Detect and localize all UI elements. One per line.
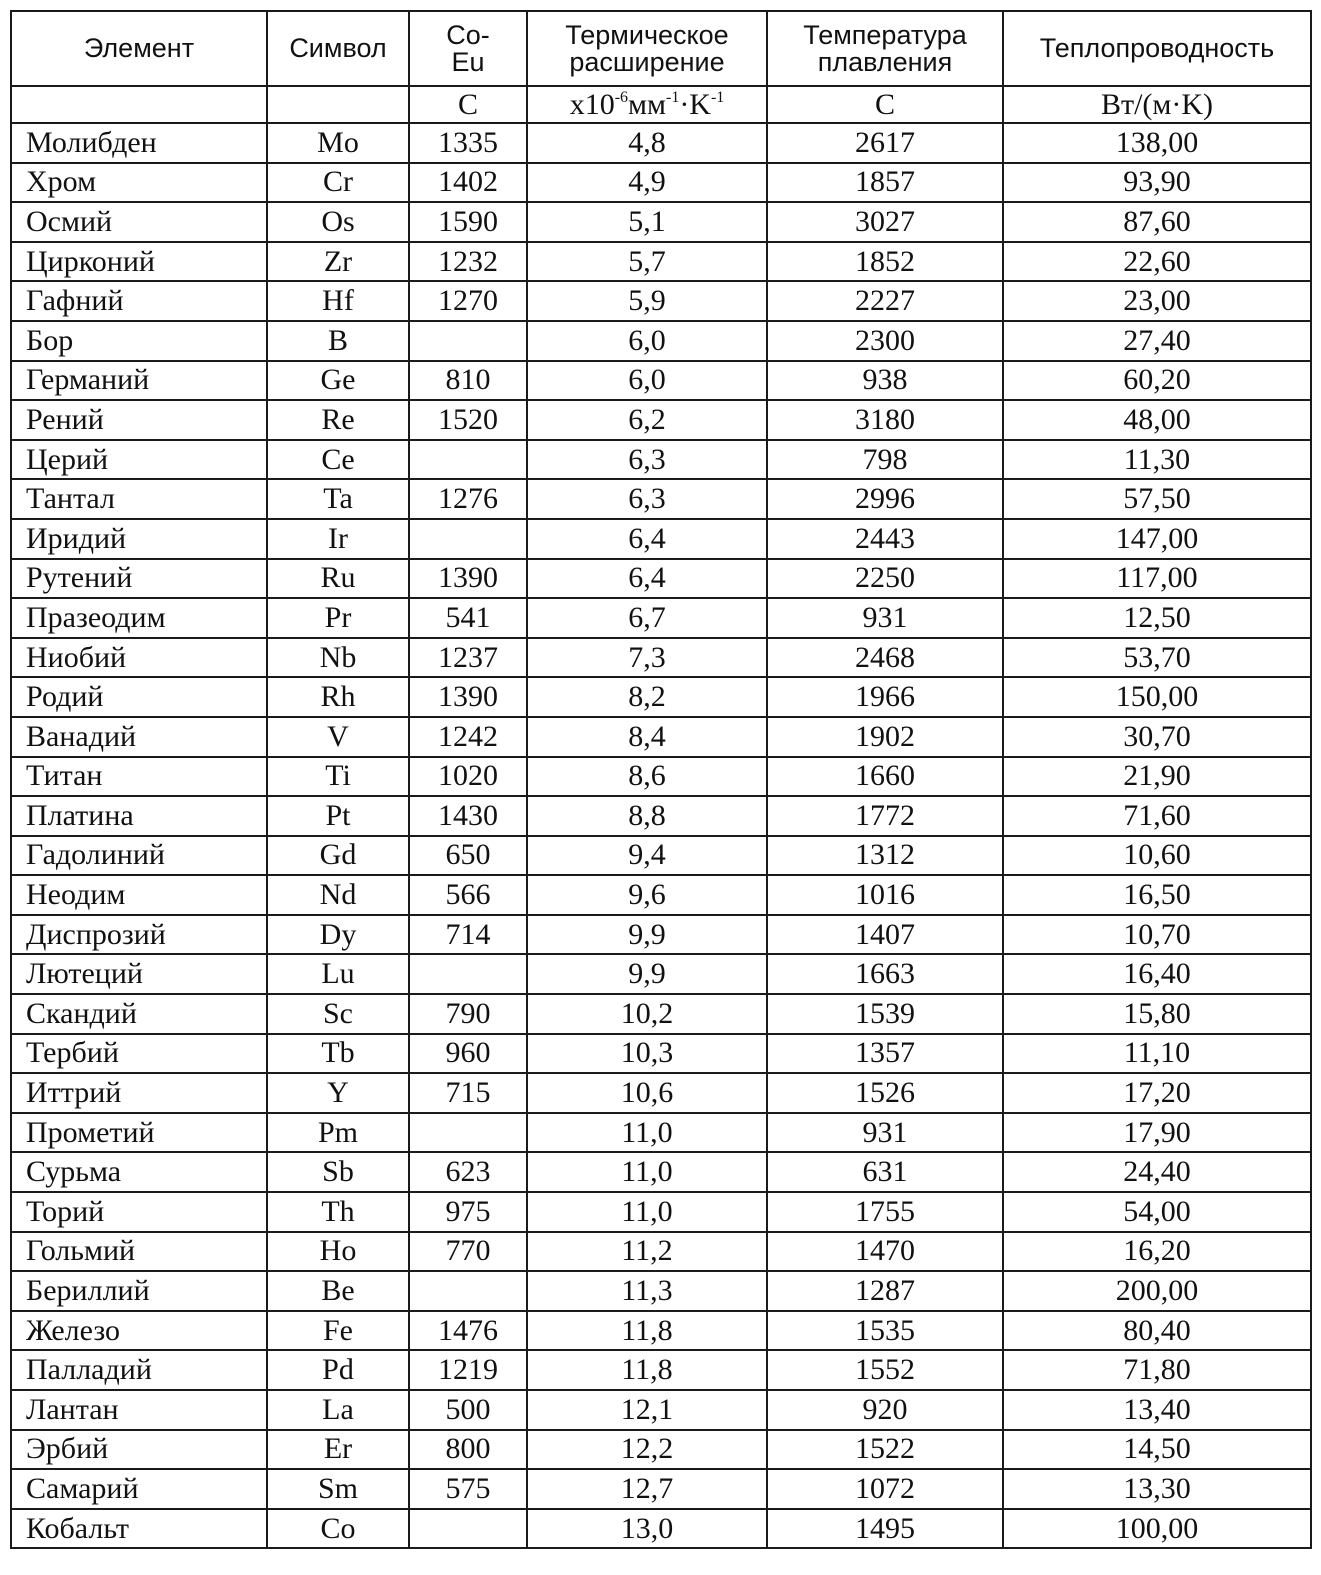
unit-te-exp1: -6: [614, 88, 629, 106]
unit-te-base: x10: [569, 87, 615, 121]
cell-symbol: Zr: [267, 242, 409, 282]
cell-melting-temp: 1357: [767, 1034, 1003, 1074]
unit-melting-temp: C: [767, 86, 1003, 123]
cell-thermal-expansion: 8,6: [527, 757, 767, 797]
cell-co-eu: [409, 1509, 527, 1549]
cell-melting-temp: 938: [767, 361, 1003, 401]
cell-element-name: Железо: [11, 1311, 267, 1351]
cell-thermal-conductivity: 54,00: [1003, 1192, 1311, 1232]
cell-thermal-conductivity: 14,50: [1003, 1430, 1311, 1470]
cell-element-name: Церий: [11, 440, 267, 480]
table-row: [11, 281, 1311, 321]
cell-melting-temp: 2250: [767, 559, 1003, 599]
cell-element-name: Германий: [11, 361, 267, 401]
cell-symbol: Cr: [267, 163, 409, 203]
table-row: [11, 479, 1311, 519]
cell-symbol: Rh: [267, 677, 409, 717]
cell-thermal-conductivity: 150,00: [1003, 677, 1311, 717]
cell-thermal-expansion: 9,9: [527, 954, 767, 994]
cell-co-eu: 1242: [409, 717, 527, 757]
cell-element-name: Гольмий: [11, 1232, 267, 1272]
cell-thermal-expansion: 10,6: [527, 1073, 767, 1113]
cell-melting-temp: 1470: [767, 1232, 1003, 1272]
table-row: [11, 1469, 1311, 1509]
cell-melting-temp: 1016: [767, 875, 1003, 915]
cell-symbol: Nd: [267, 875, 409, 915]
cell-element-name: Неодим: [11, 875, 267, 915]
cell-element-name: Празеодим: [11, 598, 267, 638]
cell-symbol: B: [267, 321, 409, 361]
cell-symbol: Ge: [267, 361, 409, 401]
cell-thermal-expansion: 11,0: [527, 1113, 767, 1153]
cell-symbol: Pt: [267, 796, 409, 836]
table-row: [11, 1073, 1311, 1113]
cell-co-eu: 500: [409, 1390, 527, 1430]
header-melting-temp: [767, 11, 1003, 86]
cell-melting-temp: 1539: [767, 994, 1003, 1034]
cell-symbol: Sm: [267, 1469, 409, 1509]
table-row: [11, 361, 1311, 401]
header-co-eu-line2: Eu: [451, 46, 485, 77]
cell-thermal-expansion: 7,3: [527, 638, 767, 678]
cell-symbol: La: [267, 1390, 409, 1430]
cell-co-eu: [409, 519, 527, 559]
cell-symbol: Co: [267, 1509, 409, 1549]
cell-element-name: Гафний: [11, 281, 267, 321]
cell-thermal-conductivity: 24,40: [1003, 1152, 1311, 1192]
cell-symbol: Re: [267, 400, 409, 440]
cell-co-eu: 715: [409, 1073, 527, 1113]
cell-symbol: Hf: [267, 281, 409, 321]
cell-thermal-expansion: 6,2: [527, 400, 767, 440]
cell-element-name: Эрбий: [11, 1430, 267, 1470]
cell-co-eu: [409, 1271, 527, 1311]
cell-thermal-expansion: 8,4: [527, 717, 767, 757]
cell-thermal-conductivity: 15,80: [1003, 994, 1311, 1034]
cell-thermal-expansion: 11,0: [527, 1192, 767, 1232]
cell-element-name: Бор: [11, 321, 267, 361]
header-co-eu-line1: Co-: [446, 19, 490, 50]
cell-thermal-expansion: 11,3: [527, 1271, 767, 1311]
cell-thermal-expansion: 8,2: [527, 677, 767, 717]
cell-co-eu: [409, 954, 527, 994]
cell-element-name: Платина: [11, 796, 267, 836]
cell-thermal-conductivity: 23,00: [1003, 281, 1311, 321]
cell-symbol: Ho: [267, 1232, 409, 1272]
cell-thermal-conductivity: 11,30: [1003, 440, 1311, 480]
unit-thermal-expansion: [527, 86, 767, 123]
cell-thermal-expansion: 9,6: [527, 875, 767, 915]
cell-thermal-expansion: 9,9: [527, 915, 767, 955]
cell-thermal-expansion: 11,8: [527, 1311, 767, 1351]
cell-element-name: Тербий: [11, 1034, 267, 1074]
cell-thermal-conductivity: 27,40: [1003, 321, 1311, 361]
cell-thermal-expansion: 10,2: [527, 994, 767, 1034]
cell-element-name: Хром: [11, 163, 267, 203]
cell-thermal-expansion: 4,8: [527, 123, 767, 163]
cell-melting-temp: 2227: [767, 281, 1003, 321]
table-row: [11, 915, 1311, 955]
cell-element-name: Торий: [11, 1192, 267, 1232]
cell-co-eu: 1520: [409, 400, 527, 440]
cell-melting-temp: 920: [767, 1390, 1003, 1430]
cell-co-eu: 1020: [409, 757, 527, 797]
header-thermal-conductivity: Теплопроводность: [1003, 11, 1311, 86]
cell-co-eu: 1219: [409, 1350, 527, 1390]
cell-thermal-conductivity: 100,00: [1003, 1509, 1311, 1549]
cell-symbol: Be: [267, 1271, 409, 1311]
units-row: [11, 86, 1311, 123]
unit-te-mid2: ·K: [679, 87, 711, 121]
cell-element-name: Скандий: [11, 994, 267, 1034]
table-row: [11, 559, 1311, 599]
cell-co-eu: 1270: [409, 281, 527, 321]
cell-co-eu: 714: [409, 915, 527, 955]
table-row: [11, 1350, 1311, 1390]
cell-symbol: Gd: [267, 836, 409, 876]
cell-co-eu: 810: [409, 361, 527, 401]
cell-thermal-conductivity: 16,20: [1003, 1232, 1311, 1272]
table-row: [11, 796, 1311, 836]
cell-melting-temp: 798: [767, 440, 1003, 480]
cell-thermal-expansion: 6,3: [527, 479, 767, 519]
header-element: Элемент: [11, 11, 267, 86]
cell-co-eu: 623: [409, 1152, 527, 1192]
cell-melting-temp: 1407: [767, 915, 1003, 955]
cell-symbol: V: [267, 717, 409, 757]
cell-symbol: Ti: [267, 757, 409, 797]
table-row: [11, 638, 1311, 678]
unit-te-exp3: -1: [710, 88, 725, 106]
cell-melting-temp: 1526: [767, 1073, 1003, 1113]
header-melting-temp-line2: плавления: [817, 46, 953, 77]
cell-co-eu: 975: [409, 1192, 527, 1232]
cell-symbol: Fe: [267, 1311, 409, 1351]
cell-thermal-expansion: 12,1: [527, 1390, 767, 1430]
table-row: [11, 1113, 1311, 1153]
cell-thermal-expansion: 11,2: [527, 1232, 767, 1272]
unit-element: [11, 86, 267, 123]
cell-thermal-conductivity: 16,40: [1003, 954, 1311, 994]
cell-co-eu: 770: [409, 1232, 527, 1272]
cell-thermal-conductivity: 71,60: [1003, 796, 1311, 836]
cell-melting-temp: 1535: [767, 1311, 1003, 1351]
cell-co-eu: 566: [409, 875, 527, 915]
unit-te-mid: мм: [628, 87, 666, 121]
table-row: [11, 163, 1311, 203]
cell-element-name: Молибден: [11, 123, 267, 163]
cell-thermal-expansion: 5,9: [527, 281, 767, 321]
cell-thermal-expansion: 13,0: [527, 1509, 767, 1549]
elements-table: [10, 10, 1312, 1549]
cell-melting-temp: 1312: [767, 836, 1003, 876]
cell-thermal-expansion: 6,4: [527, 559, 767, 599]
cell-thermal-expansion: 6,0: [527, 321, 767, 361]
table-row: [11, 1311, 1311, 1351]
cell-melting-temp: 2996: [767, 479, 1003, 519]
cell-thermal-expansion: 5,7: [527, 242, 767, 282]
table-row: [11, 202, 1311, 242]
table-row: [11, 1271, 1311, 1311]
cell-thermal-expansion: 5,1: [527, 202, 767, 242]
cell-co-eu: 1390: [409, 677, 527, 717]
cell-thermal-conductivity: 13,30: [1003, 1469, 1311, 1509]
cell-melting-temp: 3180: [767, 400, 1003, 440]
cell-element-name: Лютеций: [11, 954, 267, 994]
cell-element-name: Тантал: [11, 479, 267, 519]
table-row: [11, 123, 1311, 163]
cell-symbol: Mo: [267, 123, 409, 163]
table-row: [11, 1509, 1311, 1549]
table-row: [11, 717, 1311, 757]
unit-thermal-conductivity: Вт/(м·K): [1003, 86, 1311, 123]
cell-element-name: Осмий: [11, 202, 267, 242]
cell-co-eu: 790: [409, 994, 527, 1034]
cell-thermal-conductivity: 30,70: [1003, 717, 1311, 757]
cell-thermal-conductivity: 13,40: [1003, 1390, 1311, 1430]
cell-melting-temp: 2443: [767, 519, 1003, 559]
cell-melting-temp: 1495: [767, 1509, 1003, 1549]
cell-element-name: Палладий: [11, 1350, 267, 1390]
cell-thermal-expansion: 12,7: [527, 1469, 767, 1509]
cell-thermal-conductivity: 57,50: [1003, 479, 1311, 519]
table-row: [11, 994, 1311, 1034]
table-row: [11, 1430, 1311, 1470]
cell-co-eu: 1276: [409, 479, 527, 519]
cell-thermal-conductivity: 87,60: [1003, 202, 1311, 242]
cell-melting-temp: 1755: [767, 1192, 1003, 1232]
table-row: [11, 1192, 1311, 1232]
cell-co-eu: 575: [409, 1469, 527, 1509]
cell-melting-temp: 1857: [767, 163, 1003, 203]
cell-melting-temp: 1287: [767, 1271, 1003, 1311]
table-row: [11, 400, 1311, 440]
cell-co-eu: [409, 440, 527, 480]
cell-element-name: Титан: [11, 757, 267, 797]
cell-element-name: Рений: [11, 400, 267, 440]
cell-thermal-conductivity: 71,80: [1003, 1350, 1311, 1390]
cell-melting-temp: 931: [767, 1113, 1003, 1153]
cell-symbol: Ru: [267, 559, 409, 599]
cell-symbol: Ir: [267, 519, 409, 559]
cell-thermal-conductivity: 17,90: [1003, 1113, 1311, 1153]
cell-symbol: Ce: [267, 440, 409, 480]
table-row: [11, 519, 1311, 559]
cell-melting-temp: 3027: [767, 202, 1003, 242]
header-symbol: Символ: [267, 11, 409, 86]
cell-thermal-expansion: 6,7: [527, 598, 767, 638]
table-row: [11, 598, 1311, 638]
cell-thermal-expansion: 10,3: [527, 1034, 767, 1074]
cell-melting-temp: 1072: [767, 1469, 1003, 1509]
cell-thermal-expansion: 11,0: [527, 1152, 767, 1192]
cell-element-name: Цирконий: [11, 242, 267, 282]
cell-co-eu: 1590: [409, 202, 527, 242]
cell-element-name: Диспрозий: [11, 915, 267, 955]
table-row: [11, 1390, 1311, 1430]
cell-co-eu: [409, 1113, 527, 1153]
cell-co-eu: 960: [409, 1034, 527, 1074]
cell-symbol: Os: [267, 202, 409, 242]
cell-element-name: Ванадий: [11, 717, 267, 757]
cell-thermal-conductivity: 22,60: [1003, 242, 1311, 282]
header-row: [11, 11, 1311, 86]
cell-co-eu: 1402: [409, 163, 527, 203]
cell-thermal-expansion: 6,3: [527, 440, 767, 480]
cell-thermal-conductivity: 10,60: [1003, 836, 1311, 876]
cell-melting-temp: 1902: [767, 717, 1003, 757]
cell-thermal-conductivity: 138,00: [1003, 123, 1311, 163]
cell-melting-temp: 1663: [767, 954, 1003, 994]
cell-melting-temp: 931: [767, 598, 1003, 638]
cell-symbol: Lu: [267, 954, 409, 994]
cell-symbol: Pm: [267, 1113, 409, 1153]
cell-element-name: Лантан: [11, 1390, 267, 1430]
cell-melting-temp: 631: [767, 1152, 1003, 1192]
table-row: [11, 757, 1311, 797]
cell-symbol: Pr: [267, 598, 409, 638]
cell-co-eu: 1476: [409, 1311, 527, 1351]
cell-thermal-expansion: 9,4: [527, 836, 767, 876]
cell-thermal-expansion: 12,2: [527, 1430, 767, 1470]
cell-element-name: Сурьма: [11, 1152, 267, 1192]
cell-symbol: Y: [267, 1073, 409, 1113]
header-thermal-expansion-line1: Термическое: [565, 19, 729, 50]
cell-co-eu: 1237: [409, 638, 527, 678]
cell-thermal-conductivity: 11,10: [1003, 1034, 1311, 1074]
table-row: [11, 836, 1311, 876]
header-thermal-expansion-line2: расширение: [569, 46, 725, 77]
cell-thermal-conductivity: 21,90: [1003, 757, 1311, 797]
cell-thermal-expansion: 6,4: [527, 519, 767, 559]
cell-symbol: Sc: [267, 994, 409, 1034]
table-row: [11, 1034, 1311, 1074]
table-row: [11, 677, 1311, 717]
cell-thermal-conductivity: 93,90: [1003, 163, 1311, 203]
cell-element-name: Бериллий: [11, 1271, 267, 1311]
table-row: [11, 954, 1311, 994]
cell-symbol: Pd: [267, 1350, 409, 1390]
cell-element-name: Иттрий: [11, 1073, 267, 1113]
cell-thermal-conductivity: 48,00: [1003, 400, 1311, 440]
table-row: [11, 321, 1311, 361]
cell-thermal-expansion: 4,9: [527, 163, 767, 203]
cell-melting-temp: 2617: [767, 123, 1003, 163]
cell-thermal-conductivity: 60,20: [1003, 361, 1311, 401]
cell-melting-temp: 1522: [767, 1430, 1003, 1470]
cell-thermal-conductivity: 12,50: [1003, 598, 1311, 638]
cell-element-name: Ниобий: [11, 638, 267, 678]
cell-co-eu: 1390: [409, 559, 527, 599]
cell-thermal-conductivity: 16,50: [1003, 875, 1311, 915]
cell-co-eu: [409, 321, 527, 361]
unit-te-exp2: -1: [665, 88, 680, 106]
cell-symbol: Ta: [267, 479, 409, 519]
cell-melting-temp: 1772: [767, 796, 1003, 836]
cell-melting-temp: 1852: [767, 242, 1003, 282]
table-row: [11, 875, 1311, 915]
cell-symbol: Dy: [267, 915, 409, 955]
cell-co-eu: 800: [409, 1430, 527, 1470]
cell-symbol: Sb: [267, 1152, 409, 1192]
cell-thermal-conductivity: 147,00: [1003, 519, 1311, 559]
cell-thermal-conductivity: 53,70: [1003, 638, 1311, 678]
cell-melting-temp: 2300: [767, 321, 1003, 361]
cell-melting-temp: 1966: [767, 677, 1003, 717]
header-co-eu: [409, 11, 527, 86]
table-row: [11, 1152, 1311, 1192]
cell-co-eu: 541: [409, 598, 527, 638]
cell-thermal-expansion: 6,0: [527, 361, 767, 401]
cell-thermal-conductivity: 17,20: [1003, 1073, 1311, 1113]
table-body: [11, 123, 1311, 1548]
cell-symbol: Nb: [267, 638, 409, 678]
cell-symbol: Tb: [267, 1034, 409, 1074]
cell-element-name: Родий: [11, 677, 267, 717]
cell-element-name: Гадолиний: [11, 836, 267, 876]
cell-element-name: Кобальт: [11, 1509, 267, 1549]
unit-symbol: [267, 86, 409, 123]
cell-thermal-conductivity: 200,00: [1003, 1271, 1311, 1311]
unit-co-eu: C: [409, 86, 527, 123]
cell-thermal-conductivity: 117,00: [1003, 559, 1311, 599]
header-melting-temp-line1: Температура: [803, 19, 967, 50]
cell-thermal-conductivity: 80,40: [1003, 1311, 1311, 1351]
cell-symbol: Er: [267, 1430, 409, 1470]
cell-thermal-conductivity: 10,70: [1003, 915, 1311, 955]
cell-thermal-expansion: 11,8: [527, 1350, 767, 1390]
cell-element-name: Иридий: [11, 519, 267, 559]
table-row: [11, 1232, 1311, 1272]
cell-element-name: Прометий: [11, 1113, 267, 1153]
cell-thermal-expansion: 8,8: [527, 796, 767, 836]
cell-melting-temp: 2468: [767, 638, 1003, 678]
cell-melting-temp: 1552: [767, 1350, 1003, 1390]
cell-co-eu: 1232: [409, 242, 527, 282]
table-row: [11, 440, 1311, 480]
cell-element-name: Рутений: [11, 559, 267, 599]
cell-element-name: Самарий: [11, 1469, 267, 1509]
cell-co-eu: 650: [409, 836, 527, 876]
cell-symbol: Th: [267, 1192, 409, 1232]
cell-melting-temp: 1660: [767, 757, 1003, 797]
header-thermal-expansion: [527, 11, 767, 86]
cell-co-eu: 1335: [409, 123, 527, 163]
cell-co-eu: 1430: [409, 796, 527, 836]
table-row: [11, 242, 1311, 282]
